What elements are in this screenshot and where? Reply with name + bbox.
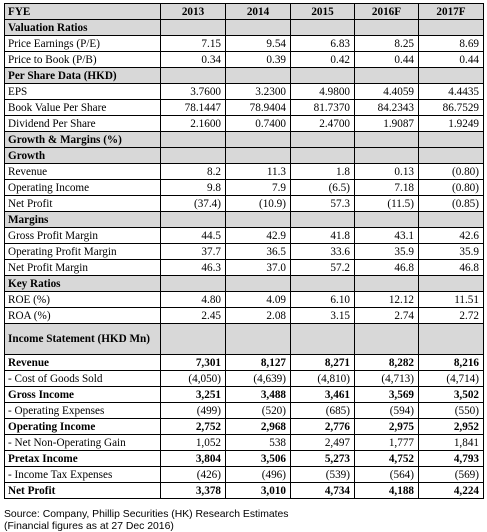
value-cell: 8.2 bbox=[161, 164, 226, 180]
value-cell: (4,714) bbox=[419, 371, 484, 387]
value-cell: 1,777 bbox=[355, 435, 419, 451]
value-cell: 8,271 bbox=[291, 355, 355, 371]
table-row bbox=[5, 180, 484, 196]
row-label: Operating Income bbox=[5, 180, 161, 196]
value-cell: 0.7400 bbox=[226, 116, 291, 132]
value-cell: (569) bbox=[419, 467, 484, 483]
value-cell: 1.8 bbox=[291, 164, 355, 180]
section-empty-cell bbox=[291, 68, 355, 84]
value-cell: 3,506 bbox=[226, 451, 291, 467]
section-empty-cell bbox=[226, 132, 291, 148]
value-cell: (4,050) bbox=[161, 371, 226, 387]
section-header-row bbox=[5, 20, 484, 36]
table-row bbox=[5, 52, 484, 68]
value-cell: 9.8 bbox=[161, 180, 226, 196]
value-cell: 2,968 bbox=[226, 419, 291, 435]
section-empty-cell bbox=[226, 68, 291, 84]
table-row bbox=[5, 308, 484, 324]
row-label: Operating Income bbox=[5, 419, 161, 435]
value-cell: 7.15 bbox=[161, 36, 226, 52]
value-cell: (37.4) bbox=[161, 196, 226, 212]
value-cell: 4.9800 bbox=[291, 84, 355, 100]
value-cell: (520) bbox=[226, 403, 291, 419]
table-row bbox=[5, 36, 484, 52]
value-cell: 36.5 bbox=[226, 244, 291, 260]
value-cell: 12.12 bbox=[355, 292, 419, 308]
value-cell: 4.09 bbox=[226, 292, 291, 308]
table-row bbox=[5, 244, 484, 260]
section-empty-cell bbox=[355, 20, 419, 36]
section-header-row bbox=[5, 324, 484, 355]
value-cell: 2.1600 bbox=[161, 116, 226, 132]
row-label: - Income Tax Expenses bbox=[5, 467, 161, 483]
value-cell: 3.15 bbox=[291, 308, 355, 324]
value-cell: 0.44 bbox=[419, 52, 484, 68]
row-label: - Operating Expenses bbox=[5, 403, 161, 419]
value-cell: 44.5 bbox=[161, 228, 226, 244]
value-cell: 3,251 bbox=[161, 387, 226, 403]
row-label: Net Profit bbox=[5, 483, 161, 499]
section-empty-cell bbox=[355, 148, 419, 164]
section-empty-cell bbox=[355, 68, 419, 84]
value-cell: 3,804 bbox=[161, 451, 226, 467]
value-cell: 8.69 bbox=[419, 36, 484, 52]
table-row bbox=[5, 451, 484, 467]
section-empty-cell bbox=[161, 132, 226, 148]
row-label: - Cost of Goods Sold bbox=[5, 371, 161, 387]
value-cell: 2,497 bbox=[291, 435, 355, 451]
section-empty-cell bbox=[355, 212, 419, 228]
value-cell: (0.80) bbox=[419, 180, 484, 196]
table-row bbox=[5, 371, 484, 387]
row-label: Gross Income bbox=[5, 387, 161, 403]
value-cell: 2.74 bbox=[355, 308, 419, 324]
value-cell: 84.2343 bbox=[355, 100, 419, 116]
section-label: Key Ratios bbox=[5, 276, 161, 292]
table-row bbox=[5, 403, 484, 419]
section-label: Growth bbox=[5, 148, 161, 164]
value-cell: (496) bbox=[226, 467, 291, 483]
section-empty-cell bbox=[419, 324, 484, 355]
value-cell: 42.6 bbox=[419, 228, 484, 244]
section-empty-cell bbox=[161, 148, 226, 164]
value-cell: 6.10 bbox=[291, 292, 355, 308]
table-row bbox=[5, 196, 484, 212]
header-year: 2015 bbox=[291, 4, 355, 20]
section-empty-cell bbox=[291, 276, 355, 292]
row-label: Net Profit bbox=[5, 196, 161, 212]
value-cell: (539) bbox=[291, 467, 355, 483]
section-empty-cell bbox=[419, 148, 484, 164]
section-header-row bbox=[5, 276, 484, 292]
table-row bbox=[5, 387, 484, 403]
section-empty-cell bbox=[226, 324, 291, 355]
value-cell: 8,282 bbox=[355, 355, 419, 371]
row-label: Dividend Per Share bbox=[5, 116, 161, 132]
section-empty-cell bbox=[291, 324, 355, 355]
value-cell: (499) bbox=[161, 403, 226, 419]
value-cell: 11.51 bbox=[419, 292, 484, 308]
section-header-row bbox=[5, 132, 484, 148]
value-cell: (10.9) bbox=[226, 196, 291, 212]
value-cell: 1,841 bbox=[419, 435, 484, 451]
section-empty-cell bbox=[291, 132, 355, 148]
value-cell: (594) bbox=[355, 403, 419, 419]
section-empty-cell bbox=[226, 20, 291, 36]
header-year: 2017F bbox=[419, 4, 484, 20]
value-cell: 0.39 bbox=[226, 52, 291, 68]
value-cell: 0.44 bbox=[355, 52, 419, 68]
financial-summary-table bbox=[4, 3, 484, 499]
row-label: Pretax Income bbox=[5, 451, 161, 467]
value-cell: 41.8 bbox=[291, 228, 355, 244]
row-label: ROA (%) bbox=[5, 308, 161, 324]
value-cell: 2,952 bbox=[419, 419, 484, 435]
value-cell: (4,713) bbox=[355, 371, 419, 387]
value-cell: 538 bbox=[226, 435, 291, 451]
value-cell: 3,461 bbox=[291, 387, 355, 403]
value-cell: (426) bbox=[161, 467, 226, 483]
section-empty-cell bbox=[291, 212, 355, 228]
value-cell: 46.3 bbox=[161, 260, 226, 276]
table-row bbox=[5, 355, 484, 371]
value-cell: 2.08 bbox=[226, 308, 291, 324]
value-cell: 43.1 bbox=[355, 228, 419, 244]
source-note: Source: Company, Phillip Securities (HK) Research Estimates bbox=[4, 509, 289, 520]
value-cell: 1.9087 bbox=[355, 116, 419, 132]
value-cell: 6.83 bbox=[291, 36, 355, 52]
section-header-row bbox=[5, 212, 484, 228]
row-label: Gross Profit Margin bbox=[5, 228, 161, 244]
value-cell: 3.7600 bbox=[161, 84, 226, 100]
value-cell: 46.8 bbox=[355, 260, 419, 276]
value-cell: 8,127 bbox=[226, 355, 291, 371]
value-cell: 2,975 bbox=[355, 419, 419, 435]
value-cell: 3.2300 bbox=[226, 84, 291, 100]
section-empty-cell bbox=[355, 324, 419, 355]
value-cell: 0.42 bbox=[291, 52, 355, 68]
row-label: Revenue bbox=[5, 164, 161, 180]
value-cell: 3,378 bbox=[161, 483, 226, 499]
value-cell: 86.7529 bbox=[419, 100, 484, 116]
value-cell: (564) bbox=[355, 467, 419, 483]
value-cell: 2.72 bbox=[419, 308, 484, 324]
value-cell: 3,502 bbox=[419, 387, 484, 403]
value-cell: 8,216 bbox=[419, 355, 484, 371]
header-year: 2013 bbox=[161, 4, 226, 20]
section-empty-cell bbox=[161, 212, 226, 228]
section-empty-cell bbox=[226, 276, 291, 292]
value-cell: (4,639) bbox=[226, 371, 291, 387]
section-empty-cell bbox=[161, 68, 226, 84]
table-row bbox=[5, 116, 484, 132]
value-cell: 3,569 bbox=[355, 387, 419, 403]
value-cell: 4.4435 bbox=[419, 84, 484, 100]
row-label: Operating Profit Margin bbox=[5, 244, 161, 260]
table-header-row bbox=[5, 4, 484, 20]
section-empty-cell bbox=[419, 276, 484, 292]
value-cell: 3,010 bbox=[226, 483, 291, 499]
table-row bbox=[5, 260, 484, 276]
value-cell: 0.13 bbox=[355, 164, 419, 180]
value-cell: 4,793 bbox=[419, 451, 484, 467]
section-empty-cell bbox=[161, 20, 226, 36]
value-cell: 42.9 bbox=[226, 228, 291, 244]
value-cell: 4,752 bbox=[355, 451, 419, 467]
value-cell: 0.34 bbox=[161, 52, 226, 68]
value-cell: 8.25 bbox=[355, 36, 419, 52]
row-label: Book Value Per Share bbox=[5, 100, 161, 116]
row-label: Net Profit Margin bbox=[5, 260, 161, 276]
value-cell: (0.80) bbox=[419, 164, 484, 180]
table-row bbox=[5, 419, 484, 435]
table-row bbox=[5, 483, 484, 499]
value-cell: 78.9404 bbox=[226, 100, 291, 116]
section-empty-cell bbox=[226, 212, 291, 228]
row-label: Price to Book (P/B) bbox=[5, 52, 161, 68]
section-empty-cell bbox=[419, 20, 484, 36]
table-row bbox=[5, 100, 484, 116]
value-cell: 35.9 bbox=[419, 244, 484, 260]
value-cell: 3,488 bbox=[226, 387, 291, 403]
value-cell: 78.1447 bbox=[161, 100, 226, 116]
value-cell: 1,052 bbox=[161, 435, 226, 451]
value-cell: 81.7370 bbox=[291, 100, 355, 116]
section-empty-cell bbox=[161, 276, 226, 292]
value-cell: (0.85) bbox=[419, 196, 484, 212]
value-cell: (11.5) bbox=[355, 196, 419, 212]
section-empty-cell bbox=[291, 148, 355, 164]
row-label: - Net Non-Operating Gain bbox=[5, 435, 161, 451]
section-empty-cell bbox=[291, 20, 355, 36]
section-empty-cell bbox=[419, 132, 484, 148]
section-header-row bbox=[5, 148, 484, 164]
row-label: Price Earnings (P/E) bbox=[5, 36, 161, 52]
header-fye: FYE bbox=[5, 4, 161, 20]
value-cell: 35.9 bbox=[355, 244, 419, 260]
table-row bbox=[5, 164, 484, 180]
value-cell: 37.7 bbox=[161, 244, 226, 260]
value-cell: 2.45 bbox=[161, 308, 226, 324]
section-empty-cell bbox=[419, 212, 484, 228]
value-cell: 2,752 bbox=[161, 419, 226, 435]
value-cell: (685) bbox=[291, 403, 355, 419]
section-label: Growth & Margins (%) bbox=[5, 132, 161, 148]
financial-table-body bbox=[5, 4, 484, 499]
row-label: Revenue bbox=[5, 355, 161, 371]
section-label: Income Statement (HKD Mn) bbox=[5, 324, 161, 355]
value-cell: 4.80 bbox=[161, 292, 226, 308]
table-row bbox=[5, 228, 484, 244]
table-row bbox=[5, 84, 484, 100]
value-cell: 7,301 bbox=[161, 355, 226, 371]
value-cell: 7.9 bbox=[226, 180, 291, 196]
header-year: 2016F bbox=[355, 4, 419, 20]
section-label: Valuation Ratios bbox=[5, 20, 161, 36]
table-row bbox=[5, 435, 484, 451]
value-cell: 7.18 bbox=[355, 180, 419, 196]
value-cell: 33.6 bbox=[291, 244, 355, 260]
section-label: Per Share Data (HKD) bbox=[5, 68, 161, 84]
value-cell: 46.8 bbox=[419, 260, 484, 276]
value-cell: 2.4700 bbox=[291, 116, 355, 132]
value-cell: 11.3 bbox=[226, 164, 291, 180]
value-cell: (4,810) bbox=[291, 371, 355, 387]
header-year: 2014 bbox=[226, 4, 291, 20]
value-cell: 1.9249 bbox=[419, 116, 484, 132]
value-cell: 9.54 bbox=[226, 36, 291, 52]
value-cell: 57.2 bbox=[291, 260, 355, 276]
value-cell: 2,776 bbox=[291, 419, 355, 435]
value-cell: (550) bbox=[419, 403, 484, 419]
value-cell: 5,273 bbox=[291, 451, 355, 467]
value-cell: 4,734 bbox=[291, 483, 355, 499]
value-cell: 57.3 bbox=[291, 196, 355, 212]
figures-date-note: (Financial figures as at 27 Dec 2016) bbox=[4, 521, 174, 532]
section-empty-cell bbox=[226, 148, 291, 164]
section-label: Margins bbox=[5, 212, 161, 228]
section-empty-cell bbox=[355, 132, 419, 148]
table-row bbox=[5, 292, 484, 308]
row-label: ROE (%) bbox=[5, 292, 161, 308]
value-cell: 4.4059 bbox=[355, 84, 419, 100]
table-row bbox=[5, 467, 484, 483]
value-cell: 4,224 bbox=[419, 483, 484, 499]
row-label: EPS bbox=[5, 84, 161, 100]
section-empty-cell bbox=[355, 276, 419, 292]
value-cell: 4,188 bbox=[355, 483, 419, 499]
section-header-row bbox=[5, 68, 484, 84]
value-cell: (6.5) bbox=[291, 180, 355, 196]
section-empty-cell bbox=[419, 68, 484, 84]
section-empty-cell bbox=[161, 324, 226, 355]
value-cell: 37.0 bbox=[226, 260, 291, 276]
